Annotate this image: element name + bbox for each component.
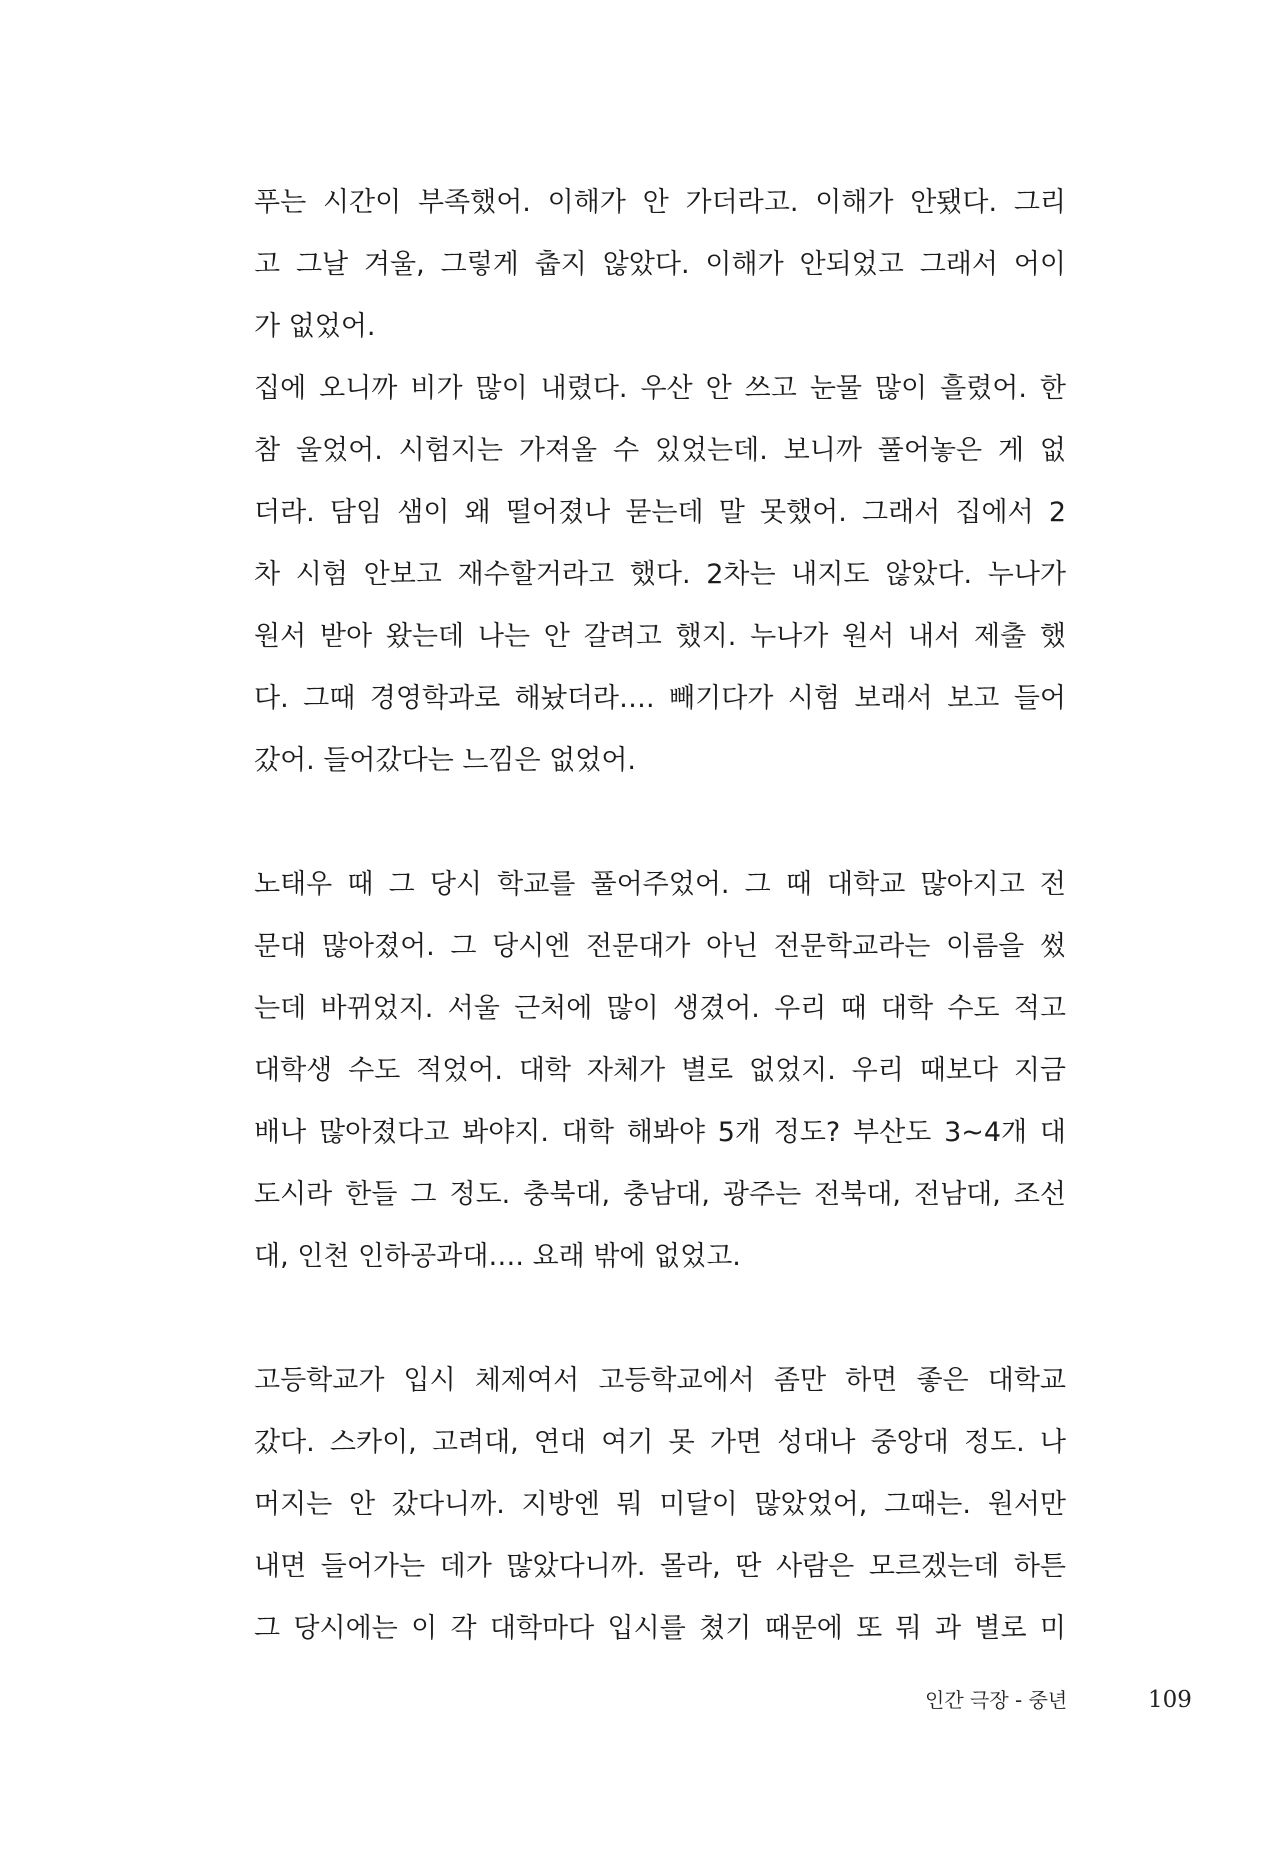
text-line: 갔어. 들어갔다는 느낌은 없었어. (254, 745, 636, 776)
text-line: 배나 많아졌다고 봐야지. 대학 해봐야 5개 정도? 부산도 3~4개 대 (254, 1117, 1066, 1148)
text-line: 그 당시에는 이 각 대학마다 입시를 쳤기 때문에 또 뭐 과 별로 미 (254, 1613, 1066, 1644)
running-title: 인간 극장 - 중년 (925, 1688, 1068, 1712)
text-line: 는데 바뀌었지. 서울 근처에 많이 생겼어. 우리 때 대학 수도 적고 (254, 993, 1066, 1024)
text-line: 고등학교가 입시 체제여서 고등학교에서 좀만 하면 좋은 대학교 (254, 1365, 1066, 1396)
paragraph-spacer (254, 792, 1066, 854)
paragraph-spacer (254, 1288, 1066, 1350)
paragraph-1 (254, 172, 1066, 358)
text-line: 노태우 때 그 당시 학교를 풀어주었어. 그 때 대학교 많아지고 전 (254, 869, 1066, 900)
text-line: 머지는 안 갔다니까. 지방엔 뭐 미달이 많았었어, 그때는. 원서만 (254, 1489, 1066, 1520)
text-line: 차 시험 안보고 재수할거라고 했다. 2차는 내지도 않았다. 누나가 (254, 559, 1066, 590)
paragraph-2 (254, 358, 1066, 792)
text-line: 내면 들어가는 데가 많았다니까. 몰라, 딴 사람은 모르겠는데 하튼 (254, 1551, 1066, 1582)
text-line: 참 울었어. 시험지는 가져올 수 있었는데. 보니까 풀어놓은 게 없 (254, 435, 1066, 466)
page-footer (0, 1680, 1280, 1720)
page-number: 109 (1148, 1687, 1192, 1713)
text-line: 문대 많아졌어. 그 당시엔 전문대가 아닌 전문학교라는 이름을 썼 (254, 931, 1066, 962)
text-line: 푸는 시간이 부족했어. 이해가 안 가더라고. 이해가 안됐다. 그리 (254, 187, 1066, 218)
paragraph-3 (254, 854, 1066, 1288)
text-line: 가 없었어. (254, 311, 376, 342)
text-line: 더라. 담임 샘이 왜 떨어졌나 묻는데 말 못했어. 그래서 집에서 2 (254, 497, 1066, 528)
paragraph-4 (254, 1350, 1066, 1660)
text-line: 원서 받아 왔는데 나는 안 갈려고 했지. 누나가 원서 내서 제출 했 (254, 621, 1066, 652)
body-text (254, 172, 1066, 1660)
text-line: 대학생 수도 적었어. 대학 자체가 별로 없었지. 우리 때보다 지금 (254, 1055, 1066, 1086)
text-line: 대, 인천 인하공과대…. 요래 밖에 없었고. (254, 1241, 741, 1272)
text-line: 도시라 한들 그 정도. 충북대, 충남대, 광주는 전북대, 전남대, 조선 (254, 1179, 1066, 1210)
text-line: 다. 그때 경영학과로 해놨더라…. 빼기다가 시험 보래서 보고 들어 (254, 683, 1066, 714)
text-line: 갔다. 스카이, 고려대, 연대 여기 못 가면 성대나 중앙대 정도. 나 (254, 1427, 1066, 1458)
text-line: 집에 오니까 비가 많이 내렸다. 우산 안 쓰고 눈물 많이 흘렸어. 한 (254, 373, 1066, 404)
text-line: 고 그날 겨울, 그렇게 춥지 않았다. 이해가 안되었고 그래서 어이 (254, 249, 1066, 280)
